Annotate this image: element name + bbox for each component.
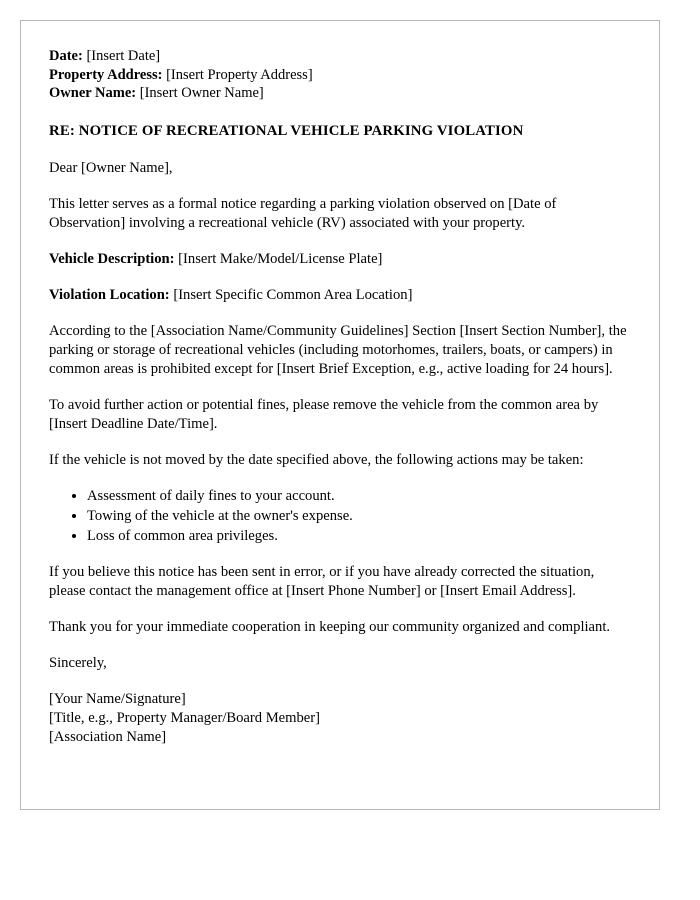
header-field-owner-name-value: [Insert Owner Name]: [139, 85, 264, 101]
header-field-owner-name: [49, 84, 627, 103]
list-item: • Loss of common area privileges.: [87, 527, 627, 546]
signature-title: [Title, e.g., Property Manager/Board Member]: [49, 709, 321, 726]
salutation: Dear [Owner Name],: [49, 159, 173, 176]
vehicle-description-value: [Insert Make/Model/License Plate]: [178, 250, 383, 267]
vehicle-description-label: Vehicle Description:: [49, 250, 175, 267]
violation-location: [49, 286, 627, 305]
header-field-date-value: [Insert Date]: [86, 48, 161, 64]
subject-line: RE: NOTICE OF RECREATIONAL VEHICLE PARKING VIOLATION: [49, 122, 524, 139]
intro-paragraph: This letter serves as a formal notice regarding a parking violation observed on [Date of Observation] involving a recreational vehicle (RV) associated with your property.: [49, 195, 557, 231]
violation-location-value: [Insert Specific Common Area Location]: [173, 286, 413, 303]
vehicle-description: [49, 250, 627, 269]
header-field-property-address: [49, 66, 627, 85]
list-item: • Assessment of daily fines to your account.: [87, 487, 627, 506]
header-field-date: [49, 47, 627, 66]
consequences-intro: If the vehicle is not moved by the date specified above, the following actions may be taken:: [49, 451, 584, 468]
letter-page: [20, 20, 660, 810]
header-field-property-address-label: Property Address:: [49, 66, 163, 83]
rule-paragraph: According to the [Association Name/Community Guidelines] Section [Insert Section Number], the parking or storage of recreational vehicles (including motorhomes, trailers, boats, or campers) in common areas is prohibited except for [Insert Brief Exception, e.g., active loading for 24 hours].: [49, 322, 627, 377]
list-item: • Towing of the vehicle at the owner's expense.: [87, 507, 627, 526]
error-paragraph: If you believe this notice has been sent in error, or if you have already corrected the situation, please contact the management office at [Insert Phone Number] or [Insert Email Address].: [49, 563, 595, 599]
header-field-property-address-value: [Insert Property Address]: [166, 66, 313, 83]
signature-name: [Your Name/Signature]: [49, 690, 186, 707]
thanks-paragraph: Thank you for your immediate cooperation in keeping our community organized and compliant.: [49, 618, 611, 635]
header-fields: [49, 47, 627, 103]
signature-association: [Association Name]: [49, 728, 167, 745]
header-field-date-label: Date:: [49, 48, 83, 64]
letter-body: [21, 21, 659, 767]
consequences-list: [49, 487, 627, 546]
violation-location-label: Violation Location:: [49, 286, 170, 303]
remedy-paragraph: To avoid further action or potential fines, please remove the vehicle from the common area by [Insert Deadline Date/Time].: [49, 396, 599, 432]
closing: Sincerely,: [49, 654, 107, 671]
signature-block: [49, 690, 627, 747]
header-field-owner-name-label: Owner Name:: [49, 85, 137, 101]
